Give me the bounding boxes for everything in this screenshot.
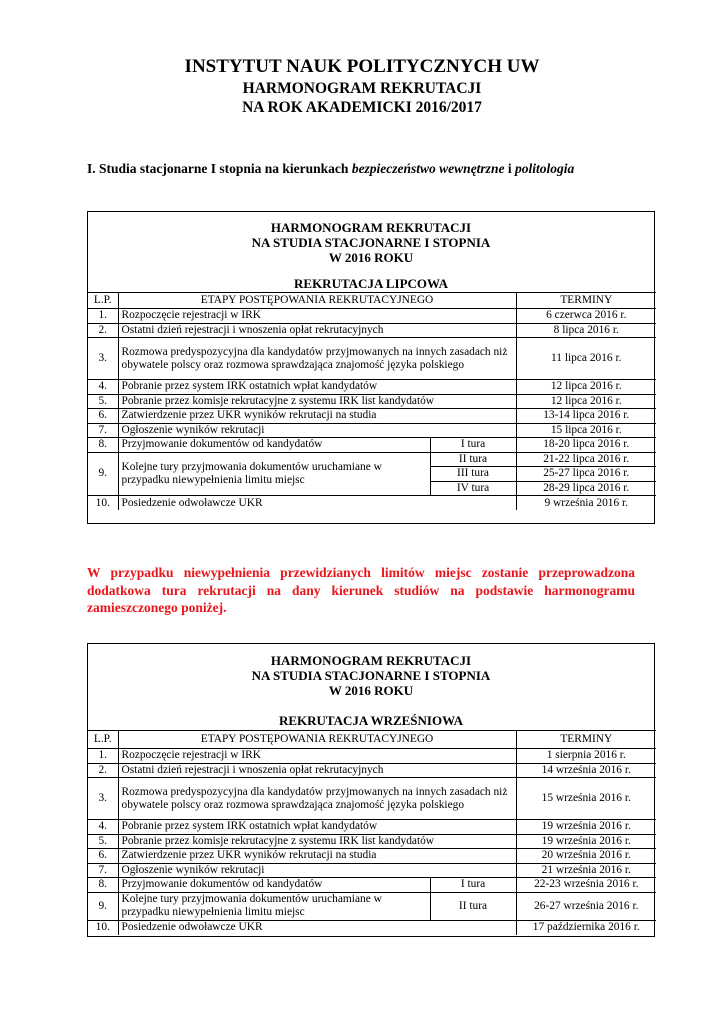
table-cell: 9. — [88, 452, 118, 496]
table-cell: Rozmowa predyspozycyjna dla kandydatów przyjmowanych na innych zasadach niż obywatele polscy oraz rozmowa sprawdzająca znajomość języka polskiego — [118, 338, 516, 380]
table-cell: Pobranie przez komisje rekrutacyjne z systemu IRK list kandydatów — [118, 394, 516, 409]
col-stage: ETAPY POSTĘPOWANIA REKRUTACYJNEGO — [118, 731, 516, 749]
col-terms: TERMINY — [516, 731, 656, 749]
table-cell: 26-27 września 2016 r. — [516, 892, 656, 920]
table-cell: 4. — [88, 820, 118, 835]
table-cell: 20 września 2016 r. — [516, 849, 656, 864]
academic-year-title: NA ROK AKADEMICKI 2016/2017 — [242, 99, 482, 116]
table-cell: 6. — [88, 409, 118, 424]
table-row — [88, 409, 656, 424]
table-cell: Zatwierdzenie przez UKR wyników rekrutacji na studia — [118, 409, 516, 424]
box-heading: HARMONOGRAM REKRUTACJI NA STUDIA STACJONARNE I STOPNIA W 2016 ROKU — [251, 653, 491, 698]
table-cell: 10. — [88, 920, 118, 935]
table-cell: II tura — [430, 452, 516, 467]
col-lp: L.P. — [88, 731, 118, 749]
col-terms: TERMINY — [516, 293, 656, 309]
table-cell: Zatwierdzenie przez UKR wyników rekrutacji na studia — [118, 849, 516, 864]
table-cell: 1 sierpnia 2016 r. — [516, 749, 656, 764]
table-cell: 22-23 września 2016 r. — [516, 878, 656, 893]
table-cell: 10. — [88, 496, 118, 511]
table-cell: 18-20 lipca 2016 r. — [516, 438, 656, 453]
table-cell: Ogłoszenie wyników rekrutacji — [118, 863, 516, 878]
table-cell: Przyjmowanie dokumentów od kandydatów — [118, 438, 430, 453]
table-cell: 13-14 lipca 2016 r. — [516, 409, 656, 424]
table-row — [88, 452, 656, 467]
table-cell: Przyjmowanie dokumentów od kandydatów — [118, 878, 430, 893]
table-cell: 8 lipca 2016 r. — [516, 323, 656, 338]
table-cell: 5. — [88, 834, 118, 849]
table-row — [88, 820, 656, 835]
section-heading: I. Studia stacjonarne I stopnia na kierunkach bezpieczeństwo wewnętrzne i politologia — [87, 161, 575, 176]
table-cell: 7. — [88, 423, 118, 438]
table-cell: 15 lipca 2016 r. — [516, 423, 656, 438]
table-row — [88, 849, 656, 864]
table-cell: 2. — [88, 323, 118, 338]
field-political-science: politologia — [514, 161, 575, 176]
schedule-box-july — [87, 211, 655, 524]
table-cell: II tura — [430, 892, 516, 920]
table-cell: 4. — [88, 380, 118, 395]
table-row — [88, 496, 656, 511]
table-row — [88, 920, 656, 935]
table-row — [88, 394, 656, 409]
table-cell: Pobranie przez komisje rekrutacyjne z systemu IRK list kandydatów — [118, 834, 516, 849]
table-cell: 3. — [88, 778, 118, 820]
table-cell: I tura — [430, 878, 516, 893]
table-cell: I tura — [430, 438, 516, 453]
table-row — [88, 892, 656, 920]
table-cell: 14 września 2016 r. — [516, 763, 656, 778]
table-cell: 1. — [88, 309, 118, 324]
table-cell: 9. — [88, 892, 118, 920]
table-cell: 12 lipca 2016 r. — [516, 394, 656, 409]
table-row — [88, 309, 656, 324]
table-cell: Posiedzenie odwoławcze UKR — [118, 920, 516, 935]
table-cell: 12 lipca 2016 r. — [516, 380, 656, 395]
table-cell: 5. — [88, 394, 118, 409]
table-row — [88, 338, 656, 380]
box-subtitle: REKRUTACJA LIPCOWA — [294, 276, 448, 291]
table-row — [88, 749, 656, 764]
box-subtitle: REKRUTACJA WRZEŚNIOWA — [278, 713, 464, 728]
table-cell: 6. — [88, 849, 118, 864]
col-lp: L.P. — [88, 293, 118, 309]
table-cell: Ogłoszenie wyników rekrutacji — [118, 423, 516, 438]
table-cell: 17 października 2016 r. — [516, 920, 656, 935]
table-cell: 7. — [88, 863, 118, 878]
table-cell: IV tura — [430, 481, 516, 496]
table-row — [88, 423, 656, 438]
table-row — [88, 834, 656, 849]
table-cell: Pobranie przez system IRK ostatnich wpłat kandydatów — [118, 820, 516, 835]
institute-title: INSTYTUT NAUK POLITYCZNYCH UW — [184, 56, 540, 77]
table-row — [88, 438, 656, 453]
box-heading: HARMONOGRAM REKRUTACJI NA STUDIA STACJONARNE I STOPNIA W 2016 ROKU — [251, 220, 491, 265]
schedule-table-september — [88, 730, 656, 935]
schedule-title: HARMONOGRAM REKRUTACJI — [242, 80, 482, 97]
table-cell: Rozpoczęcie rejestracji w IRK — [118, 309, 516, 324]
table-cell: Ostatni dzień rejestracji i wnoszenia opłat rekrutacyjnych — [118, 323, 516, 338]
table-cell: 21-22 lipca 2016 r. — [516, 452, 656, 467]
table-cell: 19 września 2016 r. — [516, 834, 656, 849]
table-row — [88, 878, 656, 893]
schedule-box-september — [87, 643, 655, 937]
table-cell: Kolejne tury przyjmowania dokumentów uruchamiane w przypadku niewypełnienia limitu miejsc — [118, 892, 430, 920]
table-cell: 8. — [88, 878, 118, 893]
table-cell: 11 lipca 2016 r. — [516, 338, 656, 380]
table-cell: III tura — [430, 467, 516, 482]
table-cell: Pobranie przez system IRK ostatnich wpłat kandydatów — [118, 380, 516, 395]
table-cell: Rozpoczęcie rejestracji w IRK — [118, 749, 516, 764]
table-cell: 28-29 lipca 2016 r. — [516, 481, 656, 496]
table-row — [88, 763, 656, 778]
schedule-table-july — [88, 292, 656, 510]
table-header-row — [88, 731, 656, 749]
table-cell: Posiedzenie odwoławcze UKR — [118, 496, 516, 511]
table-cell: 1. — [88, 749, 118, 764]
table-header-row — [88, 293, 656, 309]
additional-round-notice: W przypadku niewypełnienia przewidzianych limitów miejsc zostanie przeprowadzona dodatkowa tura rekrutacji na dany kierunek studiów na podstawie harmonogramu zamieszczonego poniżej. — [87, 565, 635, 615]
table-row — [88, 323, 656, 338]
table-row — [88, 380, 656, 395]
table-cell: 3. — [88, 338, 118, 380]
col-stage: ETAPY POSTĘPOWANIA REKRUTACYJNEGO — [118, 293, 516, 309]
table-cell: Rozmowa predyspozycyjna dla kandydatów przyjmowanych na innych zasadach niż obywatele polscy oraz rozmowa sprawdzająca znajomość języka polskiego — [118, 778, 516, 820]
table-cell: 9 września 2016 r. — [516, 496, 656, 511]
table-cell: Kolejne tury przyjmowania dokumentów uruchamiane w przypadku niewypełnienia limitu miejsc — [118, 452, 430, 496]
table-cell: 21 września 2016 r. — [516, 863, 656, 878]
table-cell: 2. — [88, 763, 118, 778]
table-cell: 8. — [88, 438, 118, 453]
table-row — [88, 863, 656, 878]
table-cell: 15 września 2016 r. — [516, 778, 656, 820]
table-cell: 19 września 2016 r. — [516, 820, 656, 835]
field-security: bezpieczeństwo wewnętrzne — [351, 161, 505, 176]
table-cell: Ostatni dzień rejestracji i wnoszenia opłat rekrutacyjnych — [118, 763, 516, 778]
table-row — [88, 778, 656, 820]
table-cell: 25-27 lipca 2016 r. — [516, 467, 656, 482]
table-cell: 6 czerwca 2016 r. — [516, 309, 656, 324]
